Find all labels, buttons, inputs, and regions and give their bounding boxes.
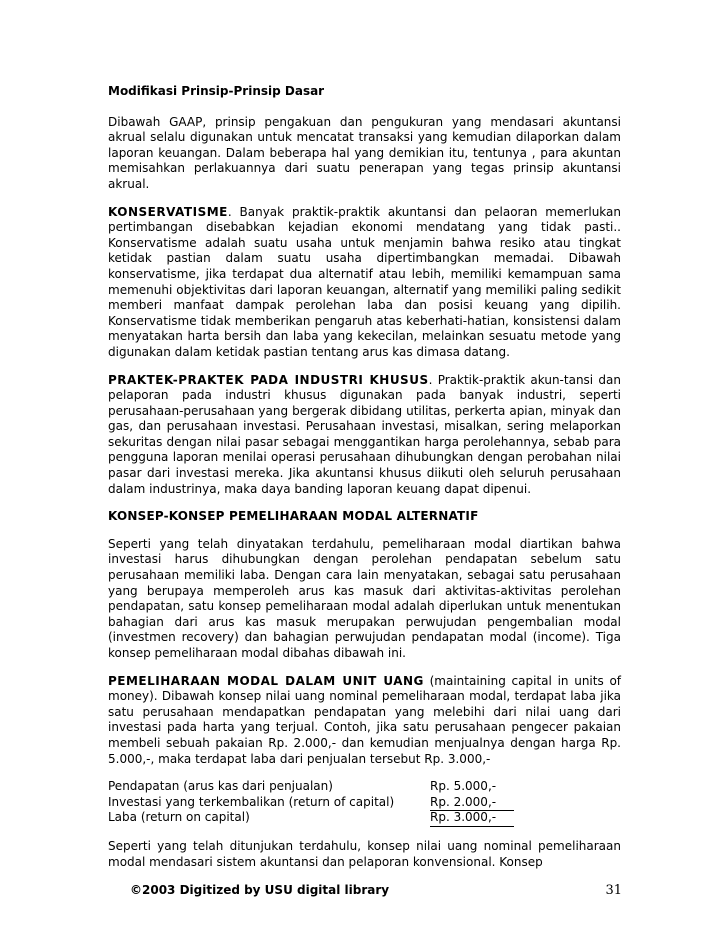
pemeliharaan-text: (maintaining capital in units of money). Dibawah konsep nilai uang nominal pemeliharaan modal, terdapat laba jika satu perusahaan mendapatkan pendapatan yang melebihi dari nilai uang dari investasi pada harta yang terjual. Contoh, jika satu perusahaan pengecer pakaian membeli sebuah pakaian Rp. 2.000,- dan kemudian menjualnya dengan harga Rp. 5.000,-, maka terdapat laba dari penjualan tersebut Rp. 3.000,-	[108, 673, 622, 766]
konservatisme-text: . Banyak praktik-praktik akuntansi dan pelaoran memerlukan pertimbangan disebabkan kejadian ekonomi mendatang yang tidak pasti.. Konservatisme adalah suatu usaha untuk menjamin bahwa resiko atau tingkat ketidak pastian dalam suatu usaha dipertimbangkan memadai. Dibawah konservatisme, jika terdapat dua alternatif atau lebih, memiliki kemampuan sama memenuhi objektivitas dari laporan keuangan, alternatif yang memiliki paling sedikit memberi manfaat dampak perolehan laba dan posisi keuang yang dipilih. Konservatisme tidak memberikan pengaruh atas keberhati-hatian, konsistensi dalam menyatakan harta bersih dan laba yang kekecilan, melainkan sesuatu metode yang digunakan dalam ketidak pastian tentang arus kas dimasa datang.	[108, 204, 621, 359]
closing-paragraph: Seperti yang telah ditunjukan terdahulu, konsep nilai uang nominal pemeliharaan modal mendasari sistem akuntansi dan pelaporan konvensional. Konsep	[108, 838, 621, 869]
laba-table	[108, 779, 621, 826]
pemeliharaan-paragraph	[108, 674, 621, 768]
section-title: Modifikasi Prinsip-Prinsip Dasar	[108, 84, 325, 98]
table-row	[108, 779, 621, 795]
page-number: 31	[605, 883, 622, 898]
pemeliharaan-term: PEMELIHARAAN MODAL DALAM UNIT UANG	[108, 673, 424, 688]
konsep-paragraph: Seperti yang telah dinyatakan terdahulu, pemeliharaan modal diartikan bahwa investasi harus dihubungkan dengan perolehan pendapatan sebelum satu perusahaan memiliki laba. Dengan cara lain menyatakan, sebagai satu perusahaan yang berupaya memperoleh arus kas masuk dari aktivitas-aktivitas perolehan pendapatan, satu konsep pemeliharaan modal adalah diperlukan untuk menentukan bahagian dari arus kas masuk merupakan perwujudan pengembalian modal (investmen recovery) dan bahagian perwujudan pendapatan modal (income). Tiga konsep pemeliharaan modal dibahas dibawah ini.	[108, 536, 621, 660]
konservatisme-paragraph	[108, 205, 621, 361]
praktek-text: . Praktik-praktik akun-tansi dan pelaporan pada industri khusus digunakan pada banyak industri, seperti perusahaan-perusahaan yang bergerak dibidang utilitas, perkerta apian, minyak dan gas, dan perusahaan investasi. Perusahaan investasi, misalkan, sering melaporkan sekuritas dengan nilai pasar sebagai menggantikan harga perolehannya, sebab para pengguna laporan menilai operasi perusahaan dihubungkan dengan perobahan nilai pasar dari investasi mereka. Jika akuntansi khusus diikuti oleh seluruh perusahaan dalam industrinya, maka daya banding laporan keuang dapat dipenui.	[108, 372, 621, 496]
table-row	[108, 810, 621, 826]
praktek-term: PRAKTEK-PRAKTEK PADA INDUSTRI KHUSUS	[108, 372, 429, 387]
intro-paragraph: Dibawah GAAP, prinsip pengakuan dan pengukuran yang mendasari akuntansi akrual selalu digunakan untuk mencatat transaksi yang kemudian dilaporkan dalam laporan keuangan. Dalam beberapa hal yang demikian itu, tentunya , para akuntan memisahkan perlakuannya dari suatu penerapan yang tegas prinsip akuntansi akrual.	[108, 114, 621, 191]
footer-credit: ©2003 Digitized by USU digital library	[130, 883, 390, 897]
praktek-paragraph	[108, 373, 621, 498]
konservatisme-term: KONSERVATISME	[108, 204, 228, 219]
table-row-label: Pendapatan (arus kas dari penjualan)	[108, 779, 333, 794]
table-row	[108, 795, 621, 811]
table-row-label: Investasi yang terkembalikan (return of capital)	[108, 794, 395, 809]
konsep-heading: KONSEP-KONSEP PEMELIHARAAN MODAL ALTERNATIF	[108, 509, 479, 524]
table-row-label: Laba (return on capital)	[108, 810, 250, 825]
table-row-value: Rp. 3.000,-	[430, 810, 514, 827]
table-row-value: Rp. 5.000,-	[430, 779, 497, 794]
document-page	[108, 84, 621, 882]
table-row-value: Rp. 2.000,-	[430, 795, 514, 812]
page-footer	[130, 883, 622, 897]
